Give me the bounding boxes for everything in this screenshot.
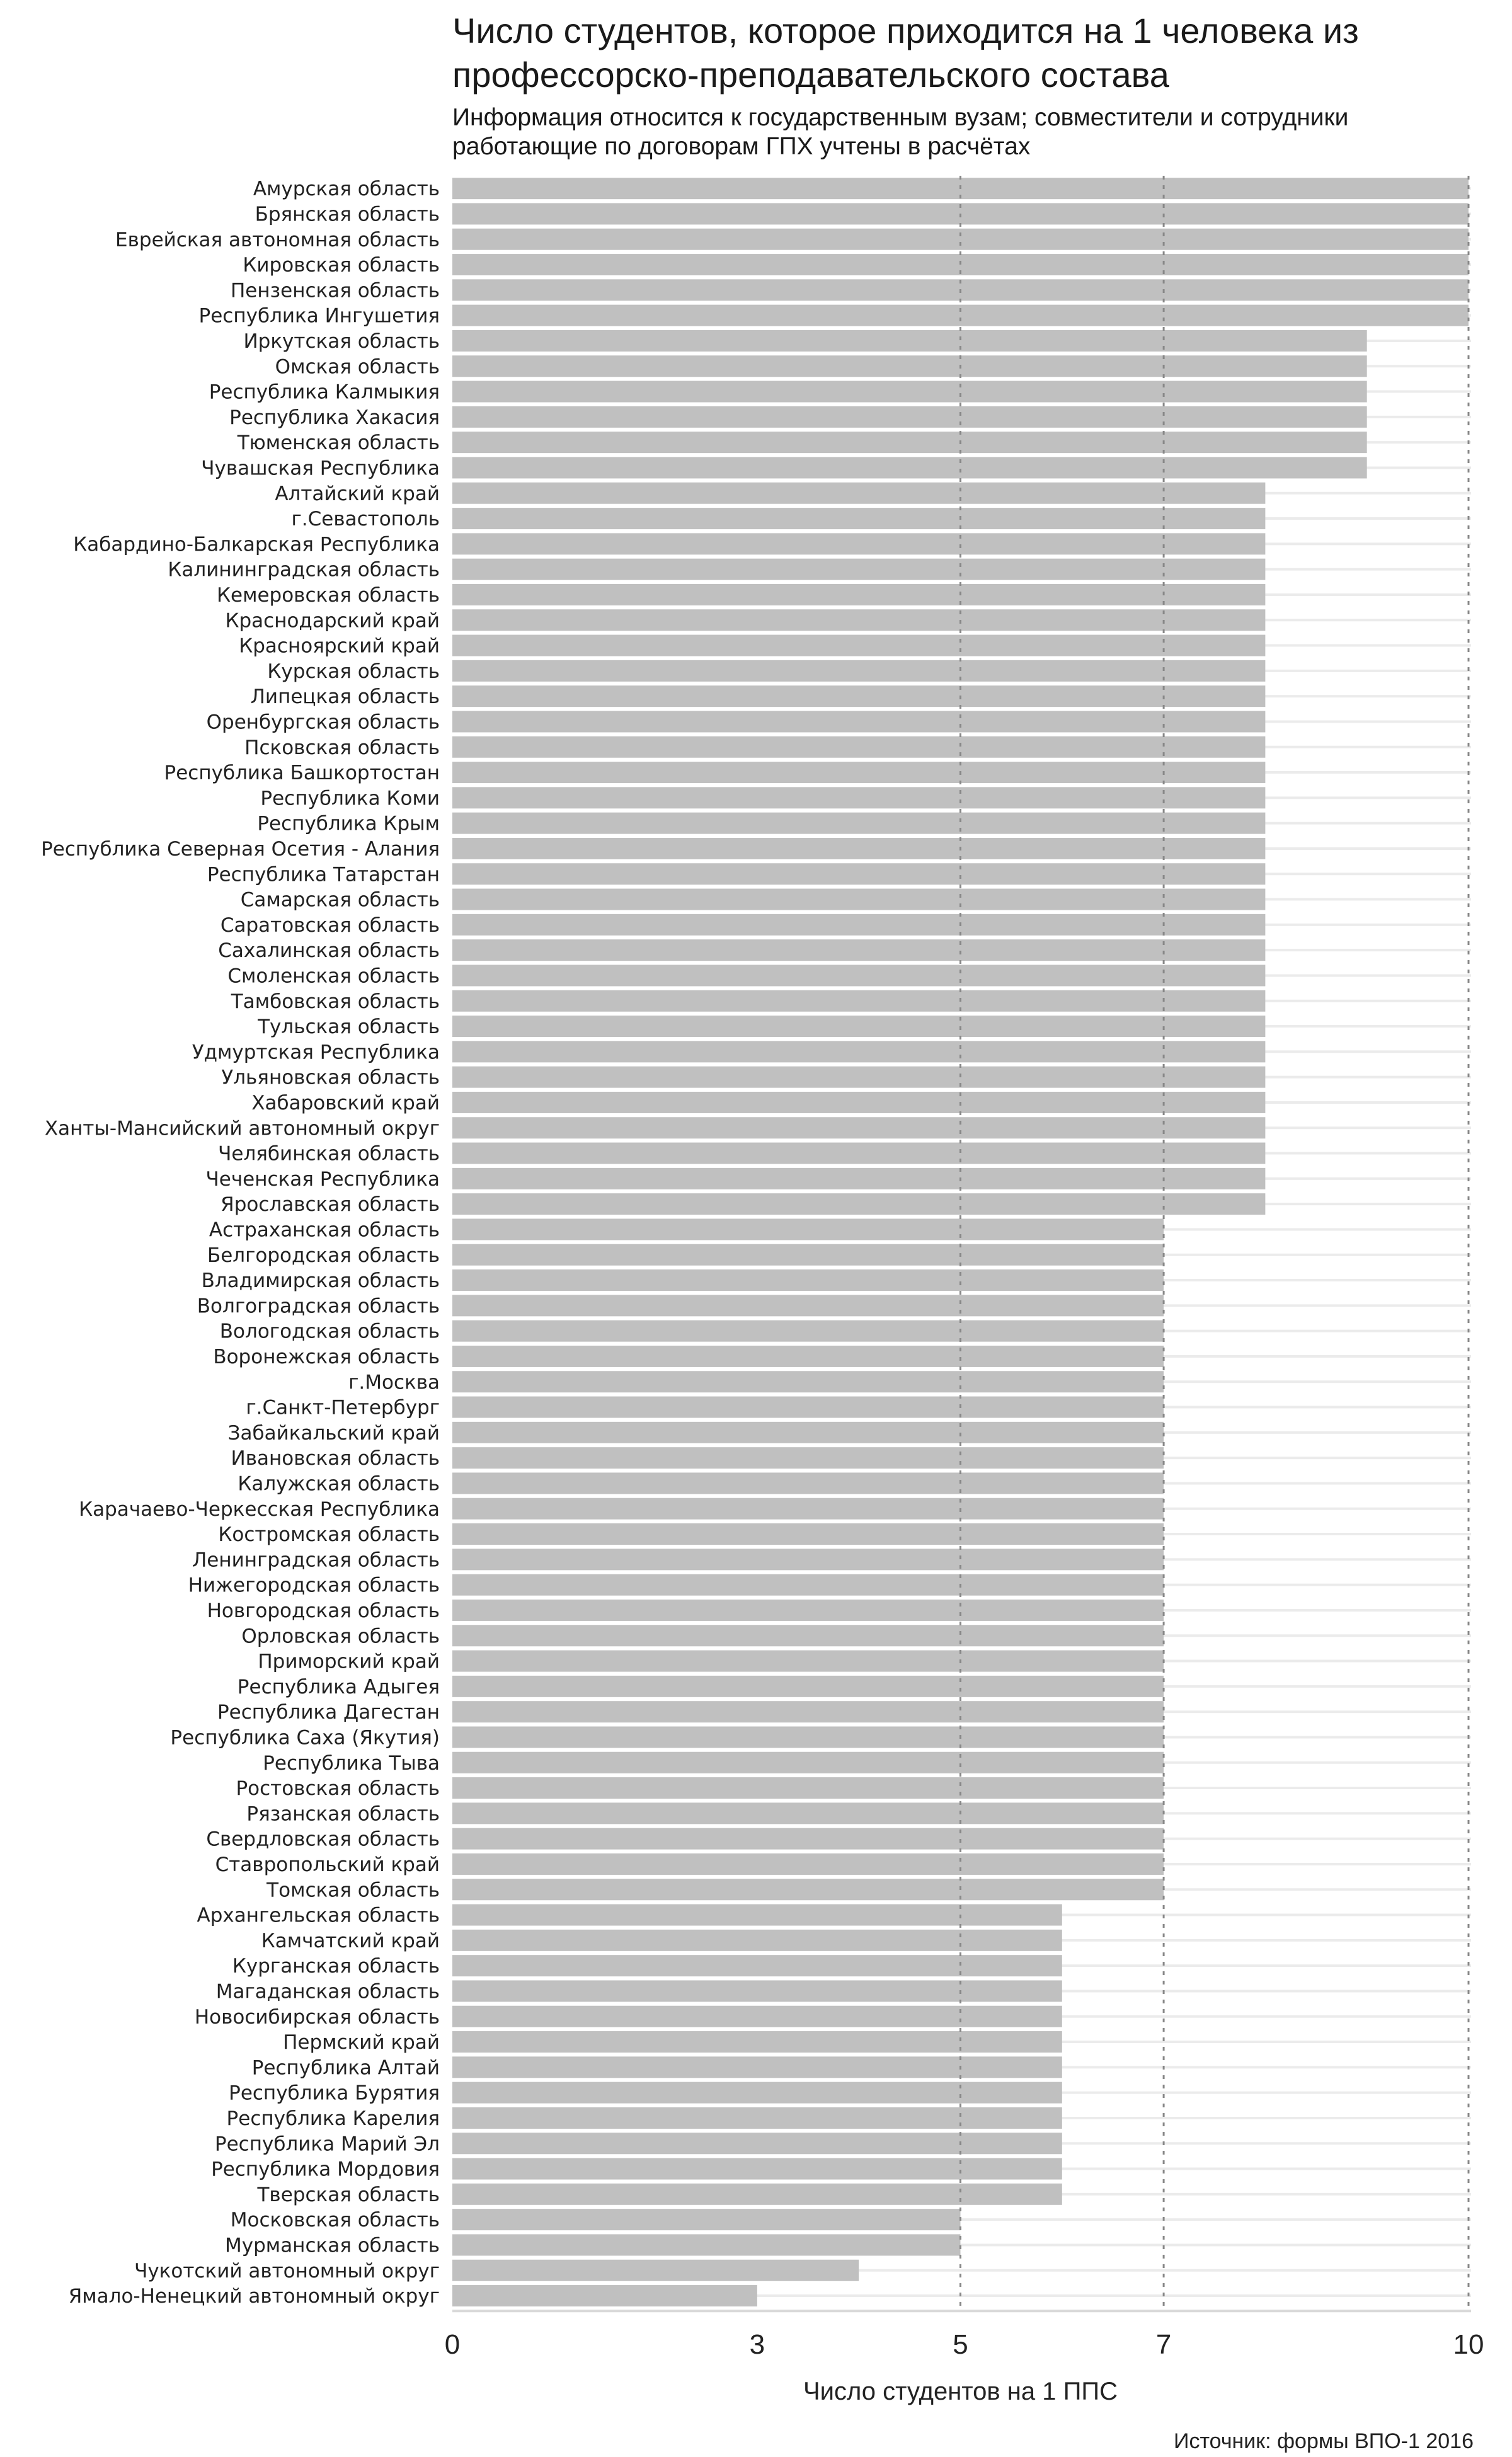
category-label: Московская область — [230, 2209, 440, 2232]
bar — [452, 1853, 1164, 1875]
category-label: Волгоградская область — [197, 1295, 440, 1318]
bar — [452, 2031, 1062, 2053]
bar — [452, 1879, 1164, 1900]
x-tick-label: 7 — [1155, 2329, 1172, 2361]
category-label: Чеченская Республика — [205, 1167, 440, 1191]
category-label: Республика Калмыкия — [209, 381, 440, 404]
bar — [452, 584, 1265, 605]
category-label: Магаданская область — [215, 1980, 440, 2003]
bar — [452, 406, 1367, 428]
category-label: Тамбовская область — [231, 990, 440, 1013]
category-label: Республика Алтай — [251, 2056, 440, 2080]
category-label: Республика Саха (Якутия) — [170, 1726, 440, 1750]
category-label: Липецкая область — [250, 685, 440, 709]
category-label: Костромская область — [218, 1523, 440, 1547]
category-label: Тюменская область — [237, 432, 440, 455]
bar — [452, 1041, 1265, 1062]
bar — [452, 1218, 1164, 1240]
category-label: Республика Крым — [257, 812, 440, 835]
category-label: Республика Карелия — [226, 2107, 440, 2130]
category-label: Ростовская область — [236, 1777, 440, 1801]
bar — [452, 2184, 1062, 2205]
category-label: Самарская область — [240, 888, 440, 912]
bar — [452, 1625, 1164, 1646]
category-label: Челябинская область — [218, 1142, 440, 1166]
bar — [452, 609, 1265, 631]
category-label: Тульская область — [258, 1016, 440, 1039]
bar — [452, 914, 1265, 936]
category-label: Республика Дагестан — [217, 1701, 440, 1724]
x-tick-label: 3 — [749, 2329, 765, 2361]
category-label: Псковская область — [244, 736, 440, 759]
bar — [452, 1676, 1164, 1697]
category-label: Кабардино-Балкарская Республика — [73, 533, 440, 556]
bar — [452, 1447, 1164, 1469]
category-label: Ямало-Ненецкий автономный округ — [68, 2285, 440, 2308]
category-label: Сахалинская область — [218, 939, 440, 963]
category-label: Рязанская область — [246, 1802, 440, 1826]
category-label: Пензенская область — [230, 279, 440, 302]
bar — [452, 1574, 1164, 1596]
bar — [452, 2107, 1062, 2129]
bar — [452, 1244, 1164, 1266]
category-label: Приморский край — [258, 1650, 440, 1673]
x-axis-label: Число студентов на 1 ППС — [803, 2378, 1118, 2406]
bar — [452, 2285, 757, 2306]
bar — [452, 1930, 1062, 1951]
bar — [452, 1472, 1164, 1494]
x-tick-label: 0 — [444, 2329, 461, 2361]
bar — [452, 1523, 1164, 1545]
bar — [452, 1498, 1164, 1520]
bar — [452, 1016, 1265, 1037]
bar — [452, 660, 1265, 682]
category-label: Камчатский край — [261, 1929, 440, 1952]
x-axis — [445, 2311, 1484, 2360]
bar — [452, 1067, 1265, 1088]
bar — [452, 762, 1265, 783]
bar — [452, 1397, 1164, 1418]
bar — [452, 787, 1265, 808]
bar — [452, 1752, 1164, 1773]
category-label: Краснодарский край — [225, 609, 440, 633]
category-label: Чукотский автономный округ — [134, 2259, 440, 2282]
chart-subtitle: Информация относится к государственным вузам; совместители и сотрудники работающие по договорам ГПХ учтены в расчётах — [452, 104, 1349, 160]
category-label: Республика Ингушетия — [198, 304, 440, 328]
category-label: Иркутская область — [243, 329, 440, 353]
category-label: Кировская область — [243, 254, 440, 277]
category-label: Алтайский край — [275, 482, 440, 505]
bar — [452, 939, 1265, 961]
category-labels — [41, 178, 440, 2308]
category-label: Республика Марий Эл — [214, 2133, 440, 2156]
category-label: Свердловская область — [206, 1828, 440, 1851]
bar — [452, 2006, 1062, 2027]
category-label: Оренбургская область — [206, 711, 440, 734]
bar — [452, 736, 1265, 758]
category-label: Ивановская область — [231, 1447, 440, 1470]
bar — [452, 1600, 1164, 1621]
bar — [452, 330, 1367, 352]
bar — [452, 1117, 1265, 1138]
category-label: Республика Коми — [260, 787, 440, 810]
bar — [452, 1143, 1265, 1164]
category-label: Ставропольский край — [215, 1853, 440, 1876]
bar — [452, 1295, 1164, 1316]
bar — [452, 2133, 1062, 2154]
bar — [452, 1726, 1164, 1748]
bar — [452, 1549, 1164, 1570]
bar — [452, 2260, 859, 2281]
category-label: Республика Тыва — [263, 1751, 440, 1775]
category-label: Хабаровский край — [251, 1091, 440, 1114]
bar — [452, 1980, 1062, 2002]
category-label: Воронежская область — [213, 1345, 440, 1368]
x-tick-label: 5 — [953, 2329, 968, 2361]
bar — [452, 1092, 1265, 1113]
bar — [452, 1320, 1164, 1342]
bar — [452, 2056, 1062, 2078]
category-label: Ульяновская область — [221, 1066, 440, 1089]
chart-title: Число студентов, которое приходится на 1 человека из профессорско-преподавательского состава — [452, 11, 1359, 94]
bar — [452, 2158, 1062, 2180]
bar — [452, 355, 1367, 377]
category-label: Республика Башкортостан — [164, 762, 440, 785]
category-label: Кемеровская область — [217, 583, 440, 607]
bar — [452, 1651, 1164, 1672]
source-caption: Источник: формы ВПО-1 2016 — [1174, 2429, 1474, 2454]
category-label: Ханты-Мансийский автономный округ — [44, 1117, 440, 1140]
category-label: Орловская область — [241, 1625, 440, 1648]
category-label: Республика Бурятия — [229, 2082, 440, 2105]
category-label: Удмуртская Республика — [192, 1041, 440, 1064]
category-label: г.Санкт-Петербург — [246, 1396, 440, 1419]
bars — [452, 178, 1469, 2306]
gridlines — [452, 188, 1471, 2296]
category-label: Новгородская область — [207, 1599, 440, 1622]
category-label: Красноярский край — [239, 634, 440, 658]
bar — [452, 508, 1265, 529]
category-label: Калужская область — [238, 1472, 440, 1496]
bar — [452, 305, 1469, 326]
bar — [452, 457, 1367, 478]
category-label: Мурманская область — [225, 2234, 440, 2257]
bar — [452, 2209, 961, 2230]
bar — [452, 1371, 1164, 1392]
bar — [452, 1802, 1164, 1824]
category-label: Новосибирская область — [194, 2005, 440, 2029]
category-label: Вологодская область — [219, 1320, 440, 1343]
category-label: Ярославская область — [220, 1193, 440, 1217]
category-label: Омская область — [275, 355, 440, 379]
x-tick-label: 10 — [1453, 2329, 1484, 2361]
category-label: Ленинградская область — [192, 1549, 440, 1572]
category-label: Еврейская автономная область — [115, 228, 440, 251]
category-label: Белгородская область — [207, 1244, 440, 1267]
category-label: г.Севастополь — [291, 508, 440, 531]
category-label: Курская область — [267, 660, 440, 683]
category-label: Саратовская область — [220, 914, 440, 937]
bar — [452, 838, 1265, 859]
category-label: Архангельская область — [197, 1904, 440, 1927]
category-label: Республика Татарстан — [207, 863, 440, 886]
bar — [452, 1904, 1062, 1926]
bar — [452, 1701, 1164, 1722]
category-label: Курганская область — [232, 1955, 440, 1978]
bar — [452, 711, 1265, 732]
category-label: Тверская область — [257, 2183, 440, 2206]
category-label: Карачаево-Черкесская Республика — [79, 1498, 440, 1521]
bar — [452, 965, 1265, 986]
category-label: Республика Хакасия — [229, 406, 440, 429]
bar — [452, 229, 1469, 250]
bar — [452, 483, 1265, 504]
category-label: Смоленская область — [227, 965, 440, 988]
category-label: Астраханская область — [209, 1218, 440, 1242]
bar — [452, 1955, 1062, 1976]
category-label: г.Москва — [348, 1371, 440, 1394]
category-label: Томская область — [266, 1879, 440, 1902]
category-label: Амурская область — [253, 178, 440, 201]
bar — [452, 559, 1265, 580]
bar — [452, 1269, 1164, 1291]
bar — [452, 533, 1265, 554]
category-label: Нижегородская область — [188, 1574, 440, 1597]
bar — [452, 1422, 1164, 1443]
category-label: Забайкальский край — [227, 1421, 440, 1445]
bar — [452, 1193, 1265, 1215]
bar — [452, 863, 1265, 885]
category-label: Республика Мордовия — [211, 2158, 440, 2181]
bar — [452, 432, 1367, 453]
bar — [452, 1168, 1265, 1189]
bar — [452, 889, 1265, 910]
bar — [452, 990, 1265, 1012]
bar — [452, 1828, 1164, 1850]
category-label: Пермский край — [283, 2031, 440, 2054]
bar — [452, 813, 1265, 834]
bar — [452, 2082, 1062, 2104]
bar — [452, 685, 1265, 707]
bar — [452, 1777, 1164, 1799]
bar — [452, 1346, 1164, 1367]
bar — [452, 381, 1367, 403]
bar — [452, 635, 1265, 656]
category-label: Владимирская область — [201, 1269, 440, 1293]
category-label: Брянская область — [255, 203, 440, 226]
category-label: Республика Адыгея — [237, 1675, 440, 1698]
category-label: Чувашская Республика — [201, 457, 440, 480]
category-label: Калининградская область — [168, 558, 440, 581]
category-label: Республика Северная Осетия - Алания — [41, 837, 440, 861]
bar — [452, 2234, 961, 2255]
